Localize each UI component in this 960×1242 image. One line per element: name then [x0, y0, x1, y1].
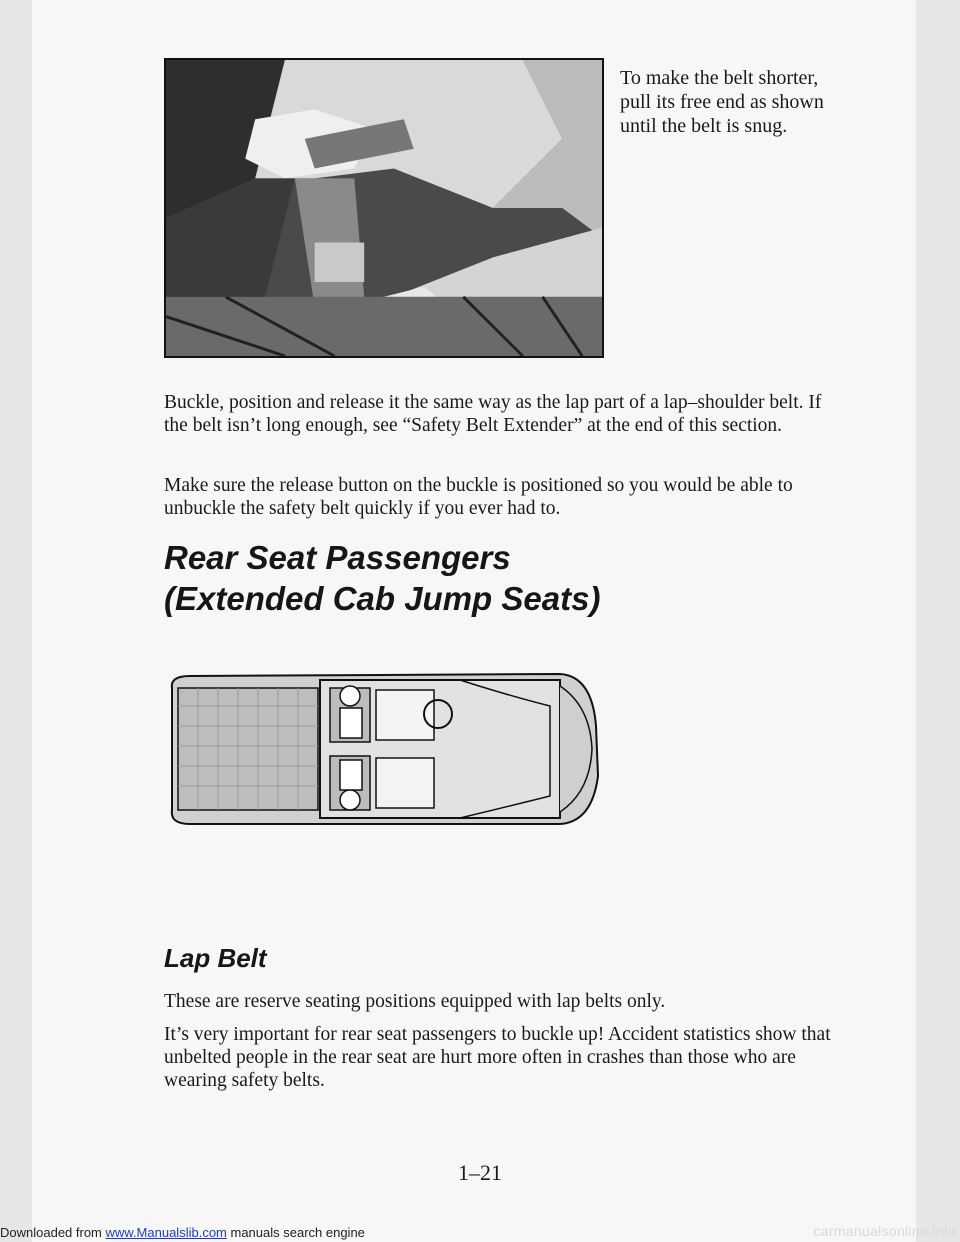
belt-instruction-text: To make the belt shorter, pull its free end as shown until the belt is snug. — [620, 67, 824, 137]
watermark: carmanualsonline.info — [813, 1223, 956, 1239]
manualslib-link[interactable]: www.Manualslib.com — [105, 1225, 227, 1240]
lap-belt-heading: Lap Belt — [164, 943, 267, 973]
release-button-paragraph: Make sure the release button on the buckle is positioned so you would be able to unbuckle the safety belt quickly if you ever had to. — [164, 475, 793, 519]
footer-suffix: manuals search engine — [226, 1225, 365, 1240]
reserve-seating-paragraph: These are reserve seating positions equipped with lap belts only. — [164, 991, 666, 1012]
buckle-paragraph: Buckle, position and release it the same way as the lap part of a lap–shoulder belt. If the belt isn’t long enough, see “Safety Belt Extender” at the end of this section. — [164, 392, 822, 436]
section-heading — [164, 537, 864, 619]
section-heading-line-2: (Extended Cab Jump Seats) — [164, 580, 601, 617]
belt-adjustment-photo — [164, 58, 604, 358]
buckle-up-paragraph: It’s very important for rear seat passengers to buckle up! Accident statistics show that unbelted people in the rear seat are hurt more often in crashes than those who are wearing safety belts. — [164, 1024, 831, 1091]
section-heading-line-1: Rear Seat Passengers — [164, 539, 511, 576]
jump-seat-diagram — [160, 666, 600, 832]
page-number: 1–21 — [458, 1160, 502, 1185]
footer-prefix: Downloaded from — [0, 1225, 106, 1240]
